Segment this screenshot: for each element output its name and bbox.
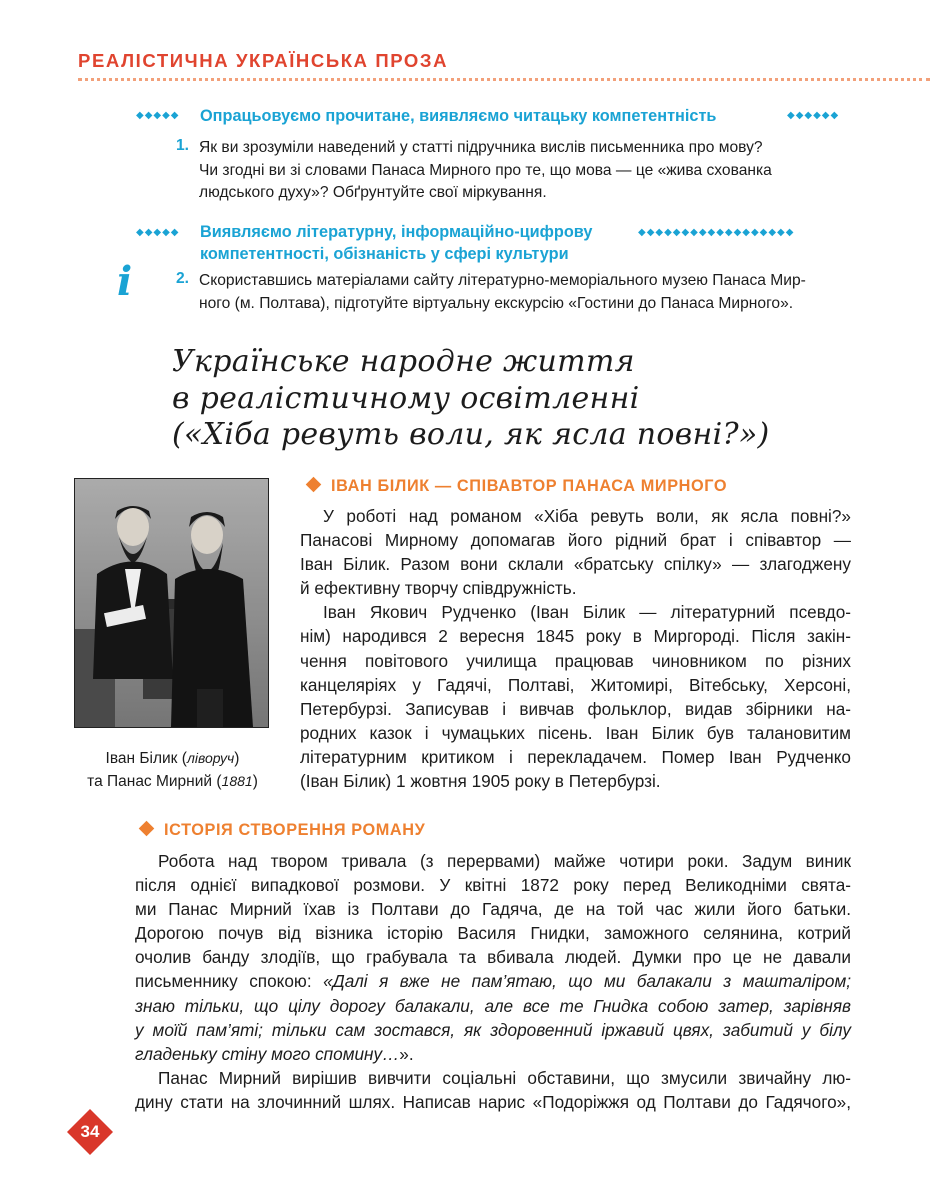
subheading-bilyk (308, 477, 727, 496)
task-line: Чи згодні ви зі словами Панаса Мирного про те, що мова — це «жива схованка (199, 161, 772, 179)
text-line: Іван Якович Рудченко (Іван Білик — літературний псевдо- (323, 602, 851, 623)
portrait-photo (74, 478, 269, 728)
task-number: 2. (176, 270, 190, 287)
text-line: чення повітового училища працював чиновником по різних (300, 650, 851, 671)
text-line (135, 1018, 851, 1042)
text-line: очолив банду злодіїв, що грабувала та вбивала людей. Думки про це не давали (135, 947, 851, 968)
text-line (135, 994, 851, 1018)
text-line: Панас Мирний вирішив вивчити соціальні обставини, що змусили звичайну лю- (158, 1067, 851, 1088)
section-heading-literacy-line1: Виявляємо літературну, інформаційно-цифрову (200, 223, 593, 241)
quote-text: «Далі я вже не пам’ятаю, що ми балакали з машталіром; (323, 971, 851, 992)
portrait-illustration (75, 479, 268, 727)
section-heading-literacy-line2: компетентності, обізнаність у сфері культури (200, 245, 569, 263)
chapter-title-line: Українське народне життя (172, 344, 635, 379)
text-line: У роботі над романом «Хіба ревуть воли, як ясла повні?» (323, 506, 851, 526)
diamond-row-right-icon: ◆◆◆◆◆◆ (787, 110, 840, 121)
quote-text: у моїй пам’яті; тільки сам зостався, як здоровенний іржавий цвях, забитий у білу (135, 1019, 851, 1040)
text-line: Панасові Мирному допомагав його рідний брат і співавтор — (300, 530, 851, 551)
caption-year: 1881 (221, 773, 253, 789)
running-header-title: РЕАЛІСТИЧНА УКРАЇНСЬКА ПРОЗА (78, 50, 449, 71)
task-line: Як ви зрозуміли наведений у статті підручника вислів письменника про мову? (199, 139, 763, 156)
text-line (135, 969, 851, 993)
text-line: Робота над твором тривала (з перервами) майже чотири роки. Задум виник (158, 851, 851, 871)
caption-text: Іван Білик ( (105, 750, 187, 767)
task-line: ного (м. Полтава), підготуйте віртуальну екскурсію «Гостини до Панаса Мирного». (199, 294, 794, 312)
page-number: 34 (80, 1122, 100, 1141)
orange-diamond-icon (306, 477, 322, 493)
history-paragraphs (135, 849, 851, 1114)
photo-caption (60, 747, 285, 793)
task-number: 1. (176, 137, 190, 154)
header-dotted-rule (78, 78, 930, 81)
bio-paragraphs (300, 504, 851, 793)
caption-line (60, 747, 285, 770)
diamond-row-left-icon: ◆◆◆◆◆ (136, 227, 180, 238)
chapter-title (172, 344, 832, 454)
caption-italic: ліворуч (186, 750, 235, 766)
text-line: ми Панас Мирний їхав із Полтави до Гадяча, де на той час жили його батьки. (135, 899, 851, 920)
subheading-text: ІСТОРІЯ СТВОРЕННЯ РОМАНУ (164, 821, 426, 839)
chapter-title-line: («Хіба ревуть воли, як ясла повні?») (172, 417, 770, 452)
chapter-title-line: в реалістичному освітленні (172, 380, 640, 416)
caption-text: ) (252, 773, 258, 790)
task-line: людського духу»? Обґрунтуйте свої міркування. (199, 184, 547, 201)
orange-diamond-icon (139, 821, 155, 837)
task-2-text (199, 270, 851, 315)
text-line (135, 1042, 851, 1066)
text-line: Петербурзі. Записував і вивчав фольклор, видав збірники на- (300, 698, 851, 719)
caption-text: та Панас Мирний ( (87, 773, 222, 790)
text-line: (Іван Білик) 1 жовтня 1905 року в Петербурзі. (300, 771, 661, 792)
text-line: нім) народився 2 вересня 1845 року в Миргороді. Після закін- (300, 626, 851, 647)
diamond-row-left-icon: ◆◆◆◆◆ (136, 110, 180, 121)
task-line: Скориставшись матеріалами сайту літературно-меморіального музею Панаса Мир- (199, 272, 806, 289)
text-line: канцеляріях у Гадячі, Полтаві, Житомирі, Вітебську, Херсоні, (300, 674, 851, 695)
text-line: й ефективну творчу співдружність. (300, 578, 577, 599)
subheading-history (141, 821, 425, 840)
info-icon: i (117, 258, 133, 305)
text-line: після однієї випадкової розмови. У квітні 1872 року перед Великодніми свята- (135, 875, 851, 896)
text-line: Іван Білик. Разом вони склали «братську спілку» — злагоджену (300, 554, 851, 575)
text-plain: ». (399, 1043, 414, 1064)
text-line: дину стати на злочинний шлях. Написав нарис «Подоріжжя од Полтави до Гадячого», (135, 1091, 851, 1112)
section-heading-reading: Опрацьовуємо прочитане, виявляємо читацьку компетентність (200, 107, 717, 125)
text-line: Дорогою почув від візника історію Василя Гнидки, заможного селянина, котрий (135, 923, 851, 944)
text-plain: письменнику спокою: (135, 971, 324, 992)
diamond-row-right-icon: ◆◆◆◆◆◆◆◆◆◆◆◆◆◆◆◆◆◆ (638, 227, 795, 238)
text-line: родних казок і чумацьких пісень. Іван Білик був талановитим (300, 722, 851, 743)
caption-text: ) (234, 750, 240, 767)
text-line: літературним критиком і перекладачем. Помер Іван Рудченко (300, 746, 851, 767)
subheading-text: ІВАН БІЛИК — СПІВАВТОР ПАНАСА МИРНОГО (331, 477, 728, 495)
task-1-text (199, 137, 851, 205)
caption-line (60, 770, 285, 793)
quote-text: гладеньку стіну мого спомину… (135, 1043, 400, 1064)
quote-text: знаю тільки, що цілу дорогу балакали, але все те Гнидка собою затер, зарівняв (135, 995, 851, 1016)
